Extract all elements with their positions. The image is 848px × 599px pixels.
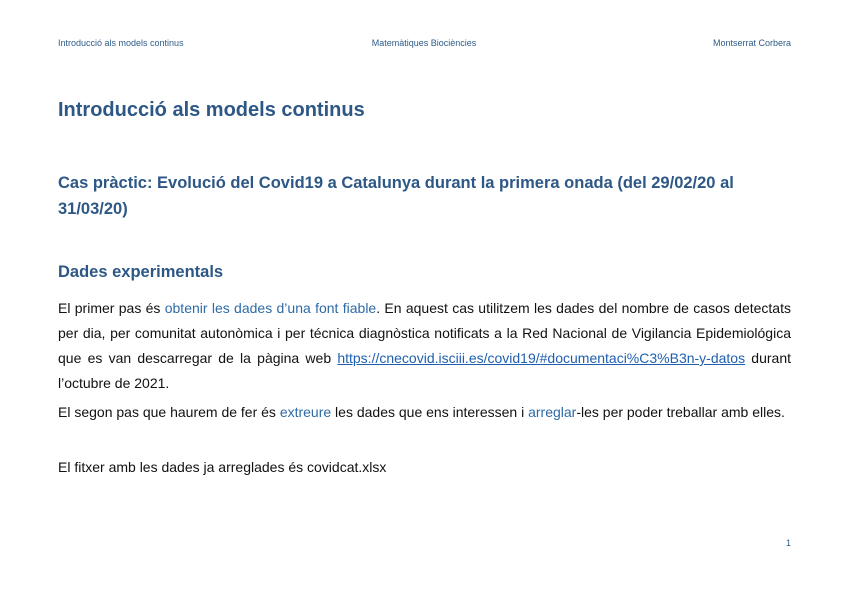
header-center-text: Matemàtiques Biociències: [371, 38, 477, 48]
section-heading: Dades experimentals: [58, 263, 224, 281]
paragraph-text: durant l’octubre de 2021.: [58, 350, 792, 391]
highlight-text: obtenir les dades d’una font fiable: [164, 300, 377, 316]
paragraph-second-step: [58, 400, 791, 425]
paragraph-text: -les per poder treballar amb elles.: [576, 404, 785, 420]
paragraph-text: El segon pas que haurem de fer és: [58, 404, 280, 420]
header-left-text: Introducció als models continus: [58, 38, 184, 48]
highlight-text: arreglar: [528, 404, 577, 420]
header-right-text: Montserrat Corbera: [712, 38, 791, 48]
paragraph-file: El fitxer amb les dades ja arreglades és covidcat.xlsx: [58, 459, 387, 475]
data-source-link[interactable]: https://cnecovid.isciii.es/covid19/#documentaci%C3%B3n-y-datos: [337, 350, 746, 366]
highlight-text: extreure: [279, 404, 332, 420]
page-title: Introducció als models continus: [58, 99, 365, 121]
case-study-heading: Cas pràctic: Evolució del Covid19 a Catalunya durant la primera onada (del 29/02/20 al 31/03/20): [58, 174, 734, 218]
paragraph-text: . En aquest cas utilitzem les dades del nombre de casos detectats per dia, per comunitat autonòmica i per técnica diagnòstica notificats a la Red Nacional de Vigilancia Epidemiológica que es van descarregar de la pàgina web: [58, 300, 791, 366]
paragraph-data-source: [58, 296, 791, 396]
paragraph-text: El primer pas és: [58, 300, 165, 316]
paragraph-text: les dades que ens interessen i: [331, 404, 529, 420]
page-number: 1: [785, 538, 791, 548]
